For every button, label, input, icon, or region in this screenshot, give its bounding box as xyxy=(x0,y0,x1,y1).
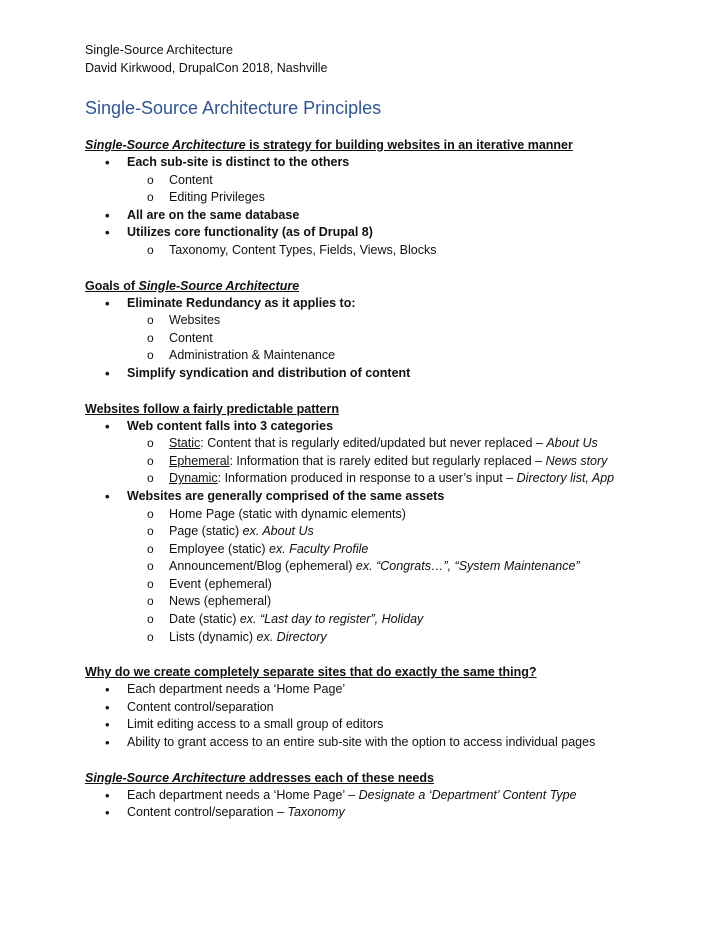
header-line-1: Single-Source Architecture xyxy=(85,43,233,57)
sub-list-item: o Administration & Maintenance xyxy=(85,347,685,365)
heading-text: is strategy for building websites in an iterative manner xyxy=(245,138,573,152)
asset-text: Date (static) xyxy=(169,612,240,627)
term: Static xyxy=(169,436,201,451)
asset-text: Announcement/Blog (ephemeral) xyxy=(169,559,356,574)
sub-list-item: o Websites xyxy=(85,312,685,330)
document-title: Single-Source Architecture Principles xyxy=(85,98,382,118)
example: About Us xyxy=(546,436,598,451)
desc: : Information produced in response to a user’s input – xyxy=(217,471,517,486)
list-item xyxy=(85,804,685,822)
sub-list-item xyxy=(85,593,685,611)
item-text: Content control/separation – xyxy=(127,805,288,820)
list-item: • Ability to grant access to an entire sub-site with the option to access individual pages xyxy=(85,734,685,752)
heading-emphasis: Single-Source Architecture xyxy=(138,278,300,293)
example: Taxonomy xyxy=(287,805,345,820)
sub-list-item xyxy=(85,558,685,576)
sub-list-item-static xyxy=(85,435,685,453)
list-item: • Content control/separation xyxy=(85,699,685,717)
sub-list-item: o Editing Privileges xyxy=(85,189,685,207)
list-item xyxy=(85,787,685,805)
term: Dynamic xyxy=(169,471,218,486)
section-heading-5 xyxy=(85,769,685,787)
example: News story xyxy=(545,453,608,468)
section-heading-4: Why do we create completely separate sites that do exactly the same thing? xyxy=(85,665,537,680)
sub-list-item xyxy=(85,506,685,524)
asset-text: Lists (dynamic) xyxy=(169,629,257,644)
asset-text: Employee (static) xyxy=(169,541,270,556)
heading-emphasis: Single-Source Architecture xyxy=(85,770,246,785)
sub-list-item: o Content xyxy=(85,330,685,348)
list-item: • Each department needs a ‘Home Page’ xyxy=(85,681,685,699)
list-item: • Utilizes core functionality (as of Drupal 8) xyxy=(85,224,685,242)
asset-text: News (ephemeral) xyxy=(169,594,272,609)
sub-list-item xyxy=(85,611,685,629)
desc: : Information that is rarely edited but regularly replaced – xyxy=(229,453,546,468)
section-heading-2 xyxy=(85,277,685,295)
section-heading-1 xyxy=(85,136,685,154)
list-item: • Limit editing access to a small group of editors xyxy=(85,716,685,734)
sub-list-item: o Content xyxy=(85,172,685,190)
list-item: • Web content falls into 3 categories xyxy=(85,418,685,436)
list-item: • Each sub-site is distinct to the others xyxy=(85,154,685,172)
asset-text: Home Page (static with dynamic elements) xyxy=(169,506,406,521)
sub-list-item xyxy=(85,523,685,541)
asset-text: Page (static) xyxy=(169,524,243,539)
section-5-list xyxy=(85,787,685,822)
list-item: • Websites are generally comprised of the same assets xyxy=(85,488,685,506)
document-page xyxy=(85,41,685,822)
asset-text: Event (ephemeral) xyxy=(169,576,272,591)
sub-list-item xyxy=(85,629,685,647)
heading-text: Goals of xyxy=(85,278,139,293)
sub-list-item-dynamic xyxy=(85,470,685,488)
example: ex. About Us xyxy=(242,524,314,539)
section-1-list xyxy=(85,154,685,260)
section-3-list xyxy=(85,418,685,647)
heading-text: addresses each of these needs xyxy=(245,770,434,785)
example: ex. “Congrats…”, “System Maintenance” xyxy=(355,559,580,574)
example: ex. Faculty Profile xyxy=(269,541,369,556)
sub-list-item xyxy=(85,576,685,594)
list-item: • Eliminate Redundancy as it applies to: xyxy=(85,295,685,313)
list-item: • All are on the same database xyxy=(85,207,685,225)
section-4-list xyxy=(85,681,685,751)
sub-list-item: o Taxonomy, Content Types, Fields, Views, Blocks xyxy=(85,242,685,260)
example: ex. “Last day to register”, Holiday xyxy=(239,612,424,627)
example: Designate a ‘Department’ Content Type xyxy=(358,787,577,802)
example: Directory list, App xyxy=(516,471,615,486)
section-2-list xyxy=(85,295,685,383)
heading-emphasis: Single-Source Architecture xyxy=(85,138,246,152)
desc: : Content that is regularly edited/updated but never replaced – xyxy=(200,436,547,451)
sub-list-item-ephemeral xyxy=(85,453,685,471)
header-line-2: David Kirkwood, DrupalCon 2018, Nashville xyxy=(85,61,328,75)
item-text: Each department needs a ‘Home Page’ – xyxy=(127,787,359,802)
term: Ephemeral xyxy=(169,453,230,468)
list-item: • Simplify syndication and distribution of content xyxy=(85,365,685,383)
sub-list-item xyxy=(85,541,685,559)
example: ex. Directory xyxy=(256,629,327,644)
section-heading-3: Websites follow a fairly predictable pattern xyxy=(85,401,339,416)
